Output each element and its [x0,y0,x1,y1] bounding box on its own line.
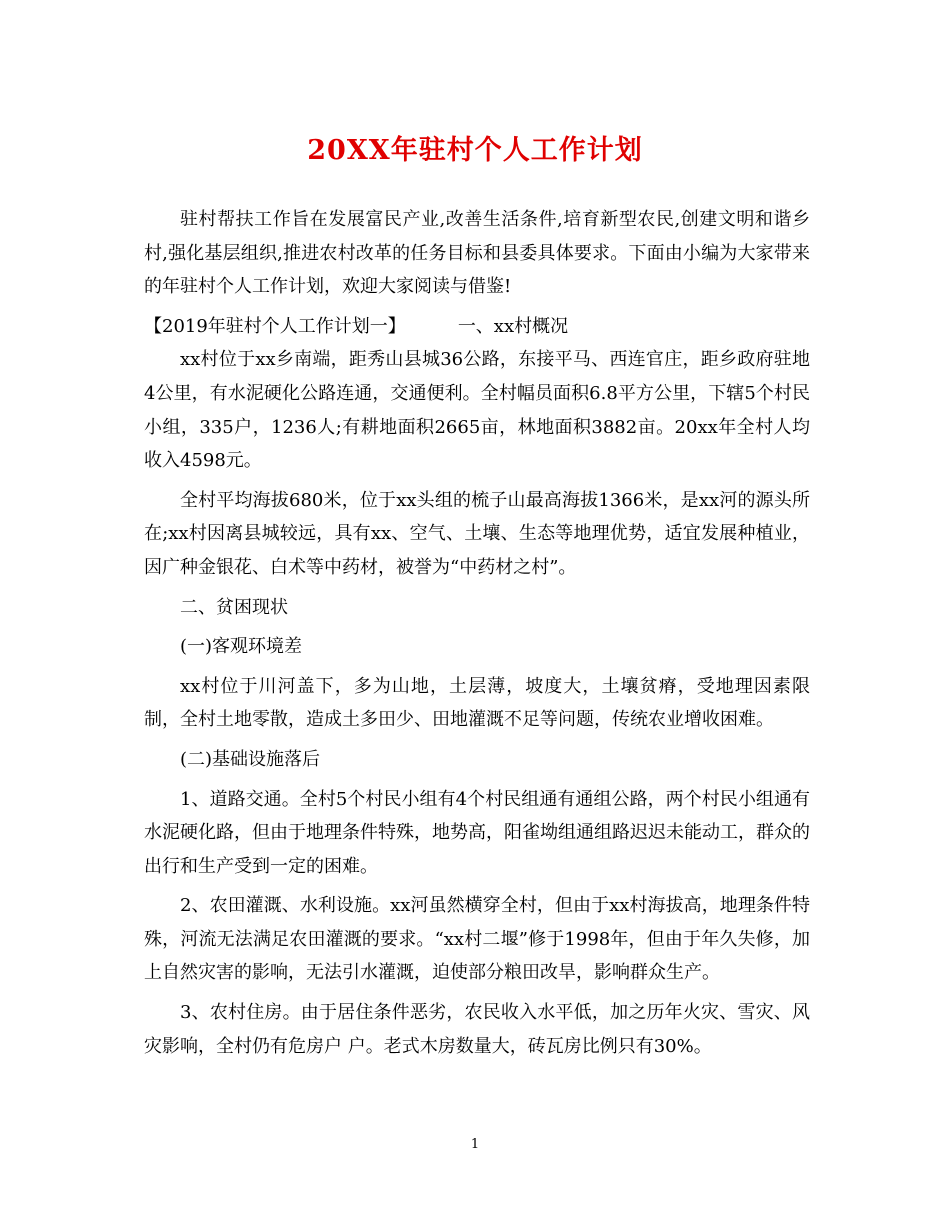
section-tag: 【2019年驻村个人工作计划一】 [144,315,406,337]
heading-poverty-status: 二、贫困现状 [180,596,288,618]
paragraph-altitude: 全村平均海拔680米，位于xx头组的梳子山最高海拔1366米，是xx河的源头所在;xx村因离县城较远，具有xx、空气、土壤、生态等地理优势，适宜发展种植业，因广种金银花、白术等中药材，被誉为“中药材之村”。 [144,489,810,578]
intro-paragraph: 驻村帮扶工作旨在发展富民产业,改善生活条件,培育新型农民,创建文明和谐乡村,强化基层组织,推进农村改革的任务目标和县委具体要求。下面由小编为大家带来的年驻村个人工作计划，欢迎大家阅读与借鉴! [144,209,810,298]
paragraph-environment: xx村位于川河盖下，多为山地，土层薄，坡度大，土壤贫瘠，受地理因素限制，全村土地零散，造成土多田少、田地灌溉不足等问题，传统农业增收困难。 [144,675,810,731]
section-line [144,310,810,344]
heading-village-overview: 一、xx村概况 [457,315,569,337]
page-number: 1 [470,1137,480,1152]
paragraph-roads: 1、道路交通。全村5个村民小组有4个村民组通有通组公路，两个村民小组通有水泥硬化路，但由于地理条件特殊，地势高，阳雀坳组通组路迟迟未能动工，群众的出行和生产受到一定的困难。 [144,788,810,877]
subheading-infrastructure: (二)基础设施落后 [180,748,321,770]
paragraph-irrigation: 2、农田灌溉、水利设施。xx河虽然横穿全村，但由于xx村海拔高，地理条件特殊，河流无法满足农田灌溉的要求。“xx村二堰”修于1998年，但由于年久失修，加上自然灾害的影响，无法引水灌溉，迫使部分粮田改旱，影响群众生产。 [144,895,810,984]
subheading-environment: (一)客观环境差 [180,636,303,658]
document-body [144,203,810,1069]
paragraph-housing: 3、农村住房。由于居住条件恶劣，农民收入水平低，加之历年火灾、雪灾、风灾影响，全村仍有危房户 户。老式木房数量大，砖瓦房比例只有30%。 [144,1002,810,1057]
document-title: 20XX年驻村个人工作计划 [307,135,643,166]
paragraph-location: xx村位于xx乡南端，距秀山县城36公路，东接平马、西连官庄，距乡政府驻地4公里，有水泥硬化公路连通，交通便利。全村幅员面积6.8平方公里，下辖5个村民小组，335户，1236人;有耕地面积2665亩，林地面积3882亩。20xx年全村人均收入4598元。 [144,349,810,472]
